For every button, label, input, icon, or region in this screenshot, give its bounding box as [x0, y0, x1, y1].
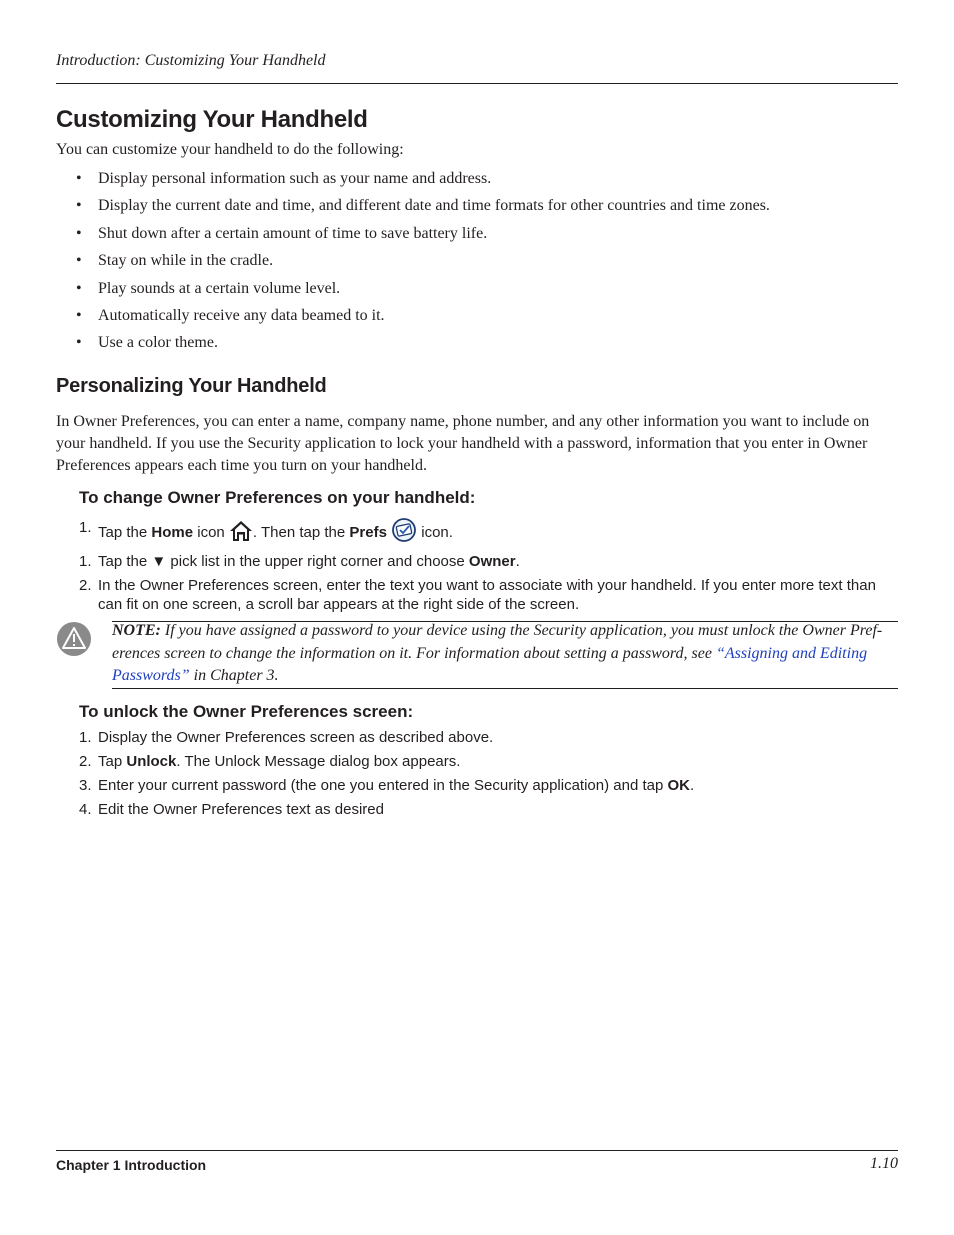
procedure-steps-change — [79, 518, 879, 619]
footer-rule — [56, 1150, 898, 1151]
bullet-glyph: • — [76, 224, 82, 242]
header-rule — [56, 83, 898, 84]
list-item-text: Stay on while in the cradle. — [98, 252, 274, 270]
triangle-down-icon: ▼ — [151, 553, 167, 570]
list-item — [56, 168, 770, 195]
step-text: . Then tap the — [252, 524, 350, 541]
step-text: . — [515, 553, 520, 570]
list-item — [56, 278, 770, 305]
procedure-steps-unlock — [79, 728, 879, 824]
note-body: If you have assigned a password to your device using the Security application, you must unlock the Owner Pref-erences screen to change the information on it. For information about setting a password, see — [112, 622, 883, 662]
step-number: 1. — [79, 519, 92, 536]
procedure-heading-change: To change Owner Preferences on your handheld: — [79, 488, 476, 507]
step-text: Display the Owner Preferences screen as described above. — [98, 729, 494, 746]
list-item — [56, 250, 770, 277]
step-number: 1. — [79, 553, 92, 570]
list-item-text: Display the current date and time, and different date and time formats for other countries and time zones. — [98, 197, 770, 215]
feature-list — [56, 168, 770, 360]
step-text: Tap — [98, 753, 127, 770]
bullet-glyph: • — [76, 170, 82, 187]
home-icon — [229, 520, 253, 547]
procedure-step — [79, 518, 879, 547]
owner-label: Owner — [468, 553, 516, 570]
ok-label: OK — [667, 777, 690, 794]
list-item — [56, 195, 770, 222]
bullet-glyph: • — [76, 306, 82, 324]
body-paragraph: In Owner Preferences, you can enter a name, company name, phone number, and any other information you want to include on your handheld. If you use the Security application to lock your handheld with a password, information that you enter in Owner Preferences appears each time you turn on your handheld. — [56, 413, 870, 474]
list-item — [56, 305, 770, 332]
step-text: Edit the Owner Preferences text as desired — [98, 801, 384, 818]
page-number: 1.10 — [870, 1155, 898, 1172]
warning-icon — [56, 621, 92, 657]
procedure-heading-unlock: To unlock the Owner Preferences screen: — [79, 702, 414, 721]
prefs-label: Prefs — [349, 524, 387, 541]
step-text: icon. — [417, 524, 453, 541]
bullet-glyph: • — [76, 197, 82, 215]
unlock-label: Unlock — [126, 753, 177, 770]
prefs-icon — [391, 518, 417, 547]
running-header: Introduction: Customizing Your Handheld — [56, 52, 326, 69]
note-text — [112, 620, 884, 688]
step-number: 3. — [79, 777, 92, 794]
step-number: 4. — [79, 801, 92, 818]
step-text: Tap the — [98, 553, 152, 570]
list-item — [56, 223, 770, 250]
step-text: . The Unlock Message dialog box appears. — [176, 753, 461, 770]
step-text: In the Owner Preferences screen, enter the text you want to associate with your handheld. If you enter more text than can fit on one screen, a scroll bar appears at the right side of the screen. — [98, 577, 876, 613]
note-bottom-rule — [112, 688, 898, 689]
step-number: 2. — [79, 753, 92, 770]
list-item — [56, 332, 770, 359]
list-item-text: Play sounds at a certain volume level. — [98, 279, 341, 297]
procedure-step — [79, 552, 879, 571]
procedure-step — [79, 752, 879, 771]
bullet-glyph: • — [76, 252, 82, 270]
list-item-text: Automatically receive any data beamed to it. — [98, 306, 385, 324]
note-label: NOTE: — [112, 622, 161, 639]
bullet-glyph: • — [76, 334, 82, 352]
note-body: in Chapter 3. — [189, 667, 279, 684]
step-text: Tap the — [98, 524, 152, 541]
step-text: . — [690, 777, 695, 794]
step-number: 2. — [79, 577, 92, 594]
section-heading: Personalizing Your Handheld — [56, 375, 327, 397]
intro-text: You can customize your handheld to do the following: — [56, 141, 404, 158]
procedure-step — [79, 576, 879, 614]
footer-chapter: Chapter 1 Introduction — [56, 1157, 207, 1173]
step-text: icon — [193, 524, 229, 541]
page-title: Customizing Your Handheld — [56, 106, 368, 133]
procedure-step — [79, 800, 879, 819]
list-item-text: Shut down after a certain amount of time to save battery life. — [98, 224, 488, 242]
home-label: Home — [151, 524, 194, 541]
step-text: Enter your current password (the one you entered in the Security application) and tap — [98, 777, 668, 794]
bullet-glyph: • — [76, 279, 82, 297]
step-text: pick list in the upper right corner and choose — [166, 553, 469, 570]
procedure-step — [79, 728, 879, 747]
step-number: 1. — [79, 729, 92, 746]
assigning-passwords-link[interactable]: “Assigning and Editing Passwords” — [112, 644, 868, 684]
list-item-text: Use a color theme. — [98, 334, 218, 352]
list-item-text: Display personal information such as your name and address. — [98, 170, 492, 187]
procedure-step — [79, 776, 879, 795]
